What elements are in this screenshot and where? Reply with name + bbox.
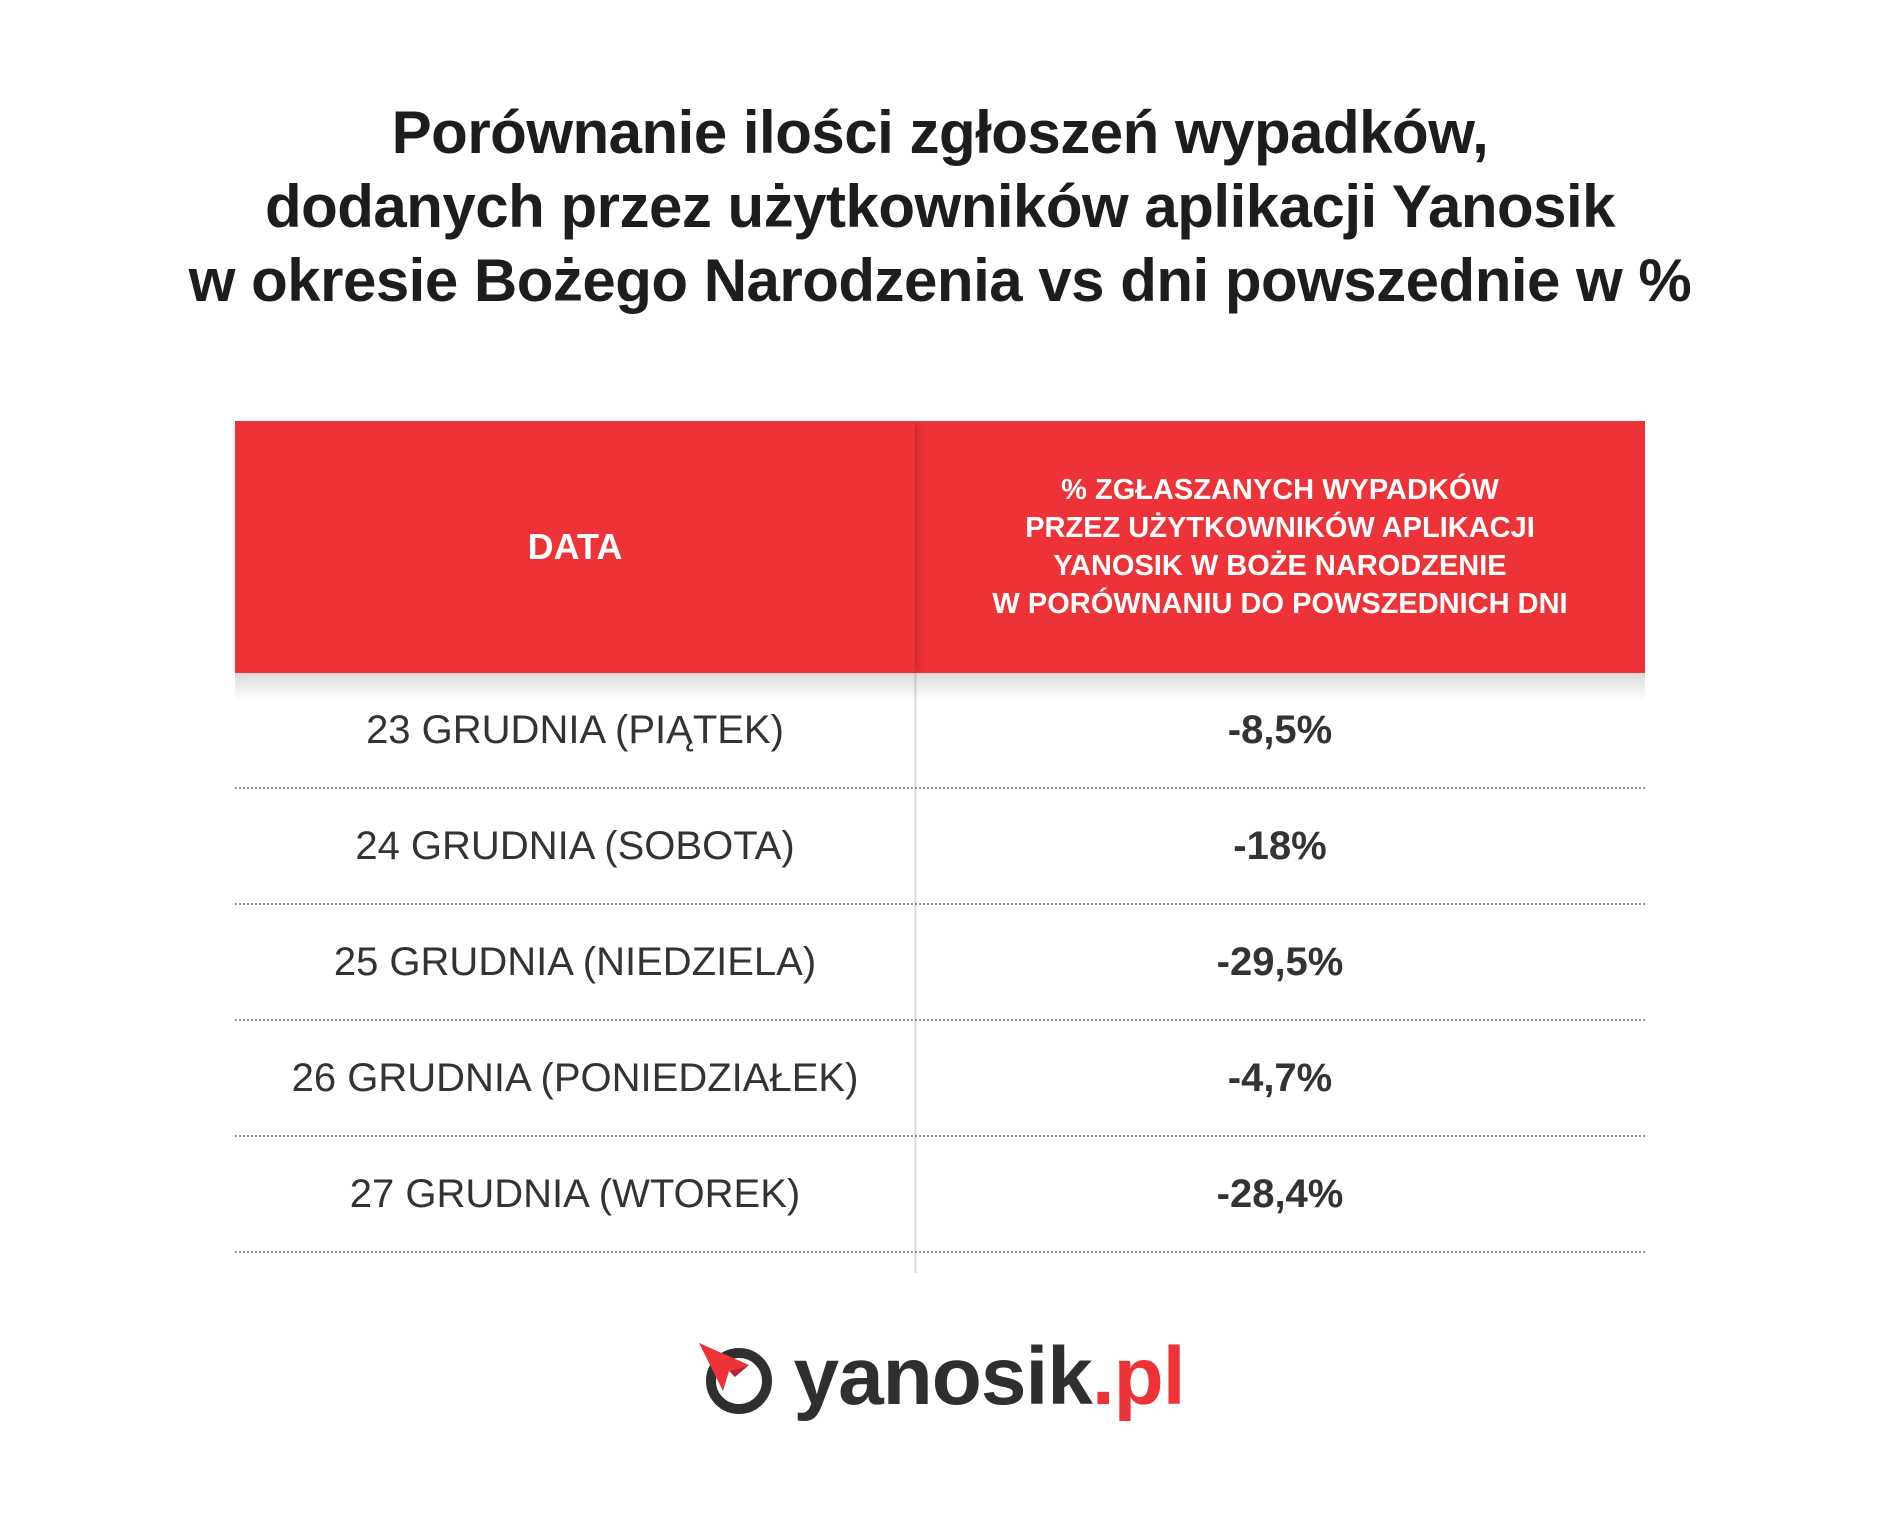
yanosik-logo-wordmark: [793, 1331, 1185, 1422]
yanosik-logo: [0, 1331, 1880, 1422]
header-percentage-line-2: PRZEZ UŻYTKOWNIKÓW APLIKACJI: [1025, 512, 1535, 544]
column-divider: [914, 673, 917, 1273]
row-value: -18%: [1233, 823, 1327, 868]
row-date: 24 GRUDNIA (SOBOTA): [355, 823, 795, 868]
row-value: -4,7%: [1227, 1055, 1333, 1100]
row-value: -28,4%: [1216, 1171, 1344, 1216]
table-row: [235, 1021, 1645, 1137]
data-table: [235, 421, 1645, 1253]
logo-name: yanosik: [793, 1331, 1092, 1422]
header-date: DATA: [235, 421, 915, 673]
table-header: [235, 421, 1645, 673]
row-date: 26 GRUDNIA (PONIEDZIAŁEK): [291, 1055, 859, 1100]
row-date: 27 GRUDNIA (WTOREK): [349, 1171, 801, 1216]
table-row: [235, 905, 1645, 1021]
header-percentage-line-1: % ZGŁASZANYCH WYPADKÓW: [1061, 474, 1499, 506]
row-date: 23 GRUDNIA (PIĄTEK): [366, 707, 784, 752]
header-percentage: [915, 421, 1645, 673]
chart-title: [0, 96, 1880, 318]
table-row: [235, 789, 1645, 905]
header-percentage-line-4: W PORÓWNANIU DO POWSZEDNICH DNI: [992, 588, 1568, 620]
yanosik-logo-icon: [695, 1335, 779, 1419]
row-value: -8,5%: [1227, 707, 1333, 752]
title-line-3: w okresie Bożego Narodzenia vs dni powszednie w %: [188, 247, 1692, 314]
row-value: -29,5%: [1216, 939, 1344, 984]
header-shadow: [235, 673, 1645, 701]
logo-tld: .pl: [1091, 1331, 1185, 1422]
row-date: 25 GRUDNIA (NIEDZIELA): [333, 939, 817, 984]
table-row: [235, 1137, 1645, 1253]
title-line-2: dodanych przez użytkowników aplikacji Yanosik: [264, 173, 1616, 240]
title-line-1: Porównanie ilości zgłoszeń wypadków,: [391, 99, 1489, 166]
header-percentage-line-3: YANOSIK W BOŻE NARODZENIE: [1053, 550, 1507, 582]
